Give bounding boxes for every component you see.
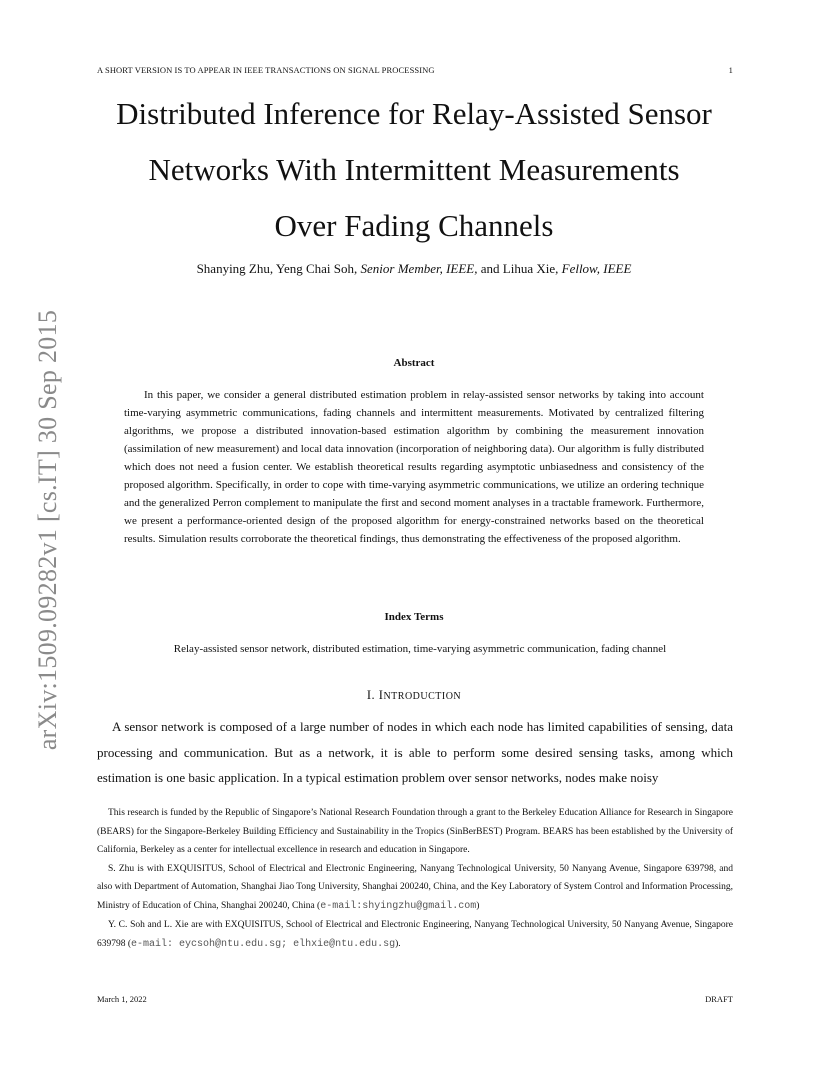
footnotes — [97, 804, 733, 954]
running-title: A SHORT VERSION IS TO APPEAR IN IEEE TRANSACTIONS ON SIGNAL PROCESSING — [97, 65, 435, 75]
footnote-zhu-text: S. Zhu is with EXQUISITUS, School of Electrical and Electronic Engineering, Nanyang Technological University, 50 Nanyang Avenue, Singapore 639798, and also with Department of Automation, Shanghai Jiao Tong University, Shanghai 200240, China, and the Key Laboratory of System Control and Information Processing, Ministry of Education of China, Shanghai 200240, China ( — [97, 863, 733, 911]
arxiv-stamp[interactable]: arXiv:1509.09282v1 [cs.IT] 30 Sep 2015 — [33, 309, 62, 751]
running-header — [97, 65, 733, 75]
paper-title — [60, 86, 768, 254]
section-first-letter: I — [378, 688, 384, 702]
email-zhu[interactable]: e-mail:shyingzhu@gmail.com — [320, 900, 477, 912]
footer-date: March 1, 2022 — [97, 994, 147, 1004]
intro-paragraph: A sensor network is composed of a large number of nodes in which each node has limited capabilities of sensing, data processing and communication. But as a network, it is able to perform some desired sensing tasks, among which estimation is one basic application. In a typical estimation problem over sensor networks, nodes make noisy — [97, 719, 733, 785]
footnote-funding: This research is funded by the Republic of Singapore’s National Research Foundation through a grant to the Berkeley Education Alliance for Research in Singapore (BEARS) for the Singapore-Berkeley Building Efficiency and Sustainability in the Tropics (SinBerBEST) Program. BEARS has been established by the University of California, Berkeley as a center for intellectual excellence in research and education in Singapore. — [97, 808, 733, 855]
author-title-1: Senior Member, IEEE, — [360, 261, 478, 276]
abstract-heading: Abstract — [393, 357, 435, 369]
section-title-caps: NTRODUCTION — [383, 691, 462, 702]
title-line-2: Networks With Intermittent Measurements — [148, 152, 680, 187]
index-terms-heading: Index Terms — [384, 611, 444, 623]
footnote-zhu-close: ) — [476, 900, 480, 911]
author-list — [0, 261, 828, 277]
footnote-soh-xie-close: ). — [395, 938, 401, 949]
author-title-2: Fellow, IEEE — [561, 261, 632, 276]
abstract-text: In this paper, we consider a general distributed estimation problem in relay-assisted sensor networks by taking into account time-varying asymmetric communications, fading channels and intermittent measurements. Motivated by centralized filtering algorithms, we propose a distributed innovation-based estimation algorithm by combining the measurement innovation (assimilation of new measurement) and local data innovation (incorporation of neighboring data). Our algorithm is fully distributed which does not need a fusion center. We establish theoretical results regarding asymptotic unbiasedness and consistency of the proposed algorithm. Specifically, in order to cope with time-varying asymmetric communications, we utilize an ordering technique and the generalized Perron complement to manipulate the first and second moment analyses in a tractable framework. Furthermore, we present a performance-oriented design of the proposed algorithm for energy-constrained networks based on the theoretical results. Simulation results corroborate the theoretical findings, thus demonstrating the effectiveness of the proposed algorithm. — [124, 389, 704, 545]
author-names-1: Shanying Zhu, Yeng Chai Soh, — [196, 261, 361, 276]
page-footer — [97, 994, 733, 1004]
email-soh-xie[interactable]: e-mail: eycsoh@ntu.edu.sg; elhxie@ntu.edu.sg — [131, 938, 396, 950]
page-number: 1 — [728, 65, 733, 75]
footnote-soh-xie-text: Y. C. Soh and L. Xie are with EXQUISITUS, School of Electrical and Electronic Engineering, Nanyang Technological University, 50 Nanyang Avenue, Singapore 639798 ( — [97, 920, 733, 949]
footnote-soh-xie — [97, 916, 733, 954]
section-number: I. — [366, 688, 379, 702]
section-heading — [0, 688, 828, 703]
footnote-zhu — [97, 860, 733, 917]
footer-status: DRAFT — [705, 994, 733, 1004]
title-line-1: Distributed Inference for Relay-Assisted Sensor — [116, 96, 712, 131]
author-names-2: and Lihua Xie, — [477, 261, 562, 276]
title-line-3: Over Fading Channels — [274, 208, 554, 243]
index-terms-text: Relay-assisted sensor network, distributed estimation, time-varying asymmetric communication, fading channel — [173, 643, 667, 655]
